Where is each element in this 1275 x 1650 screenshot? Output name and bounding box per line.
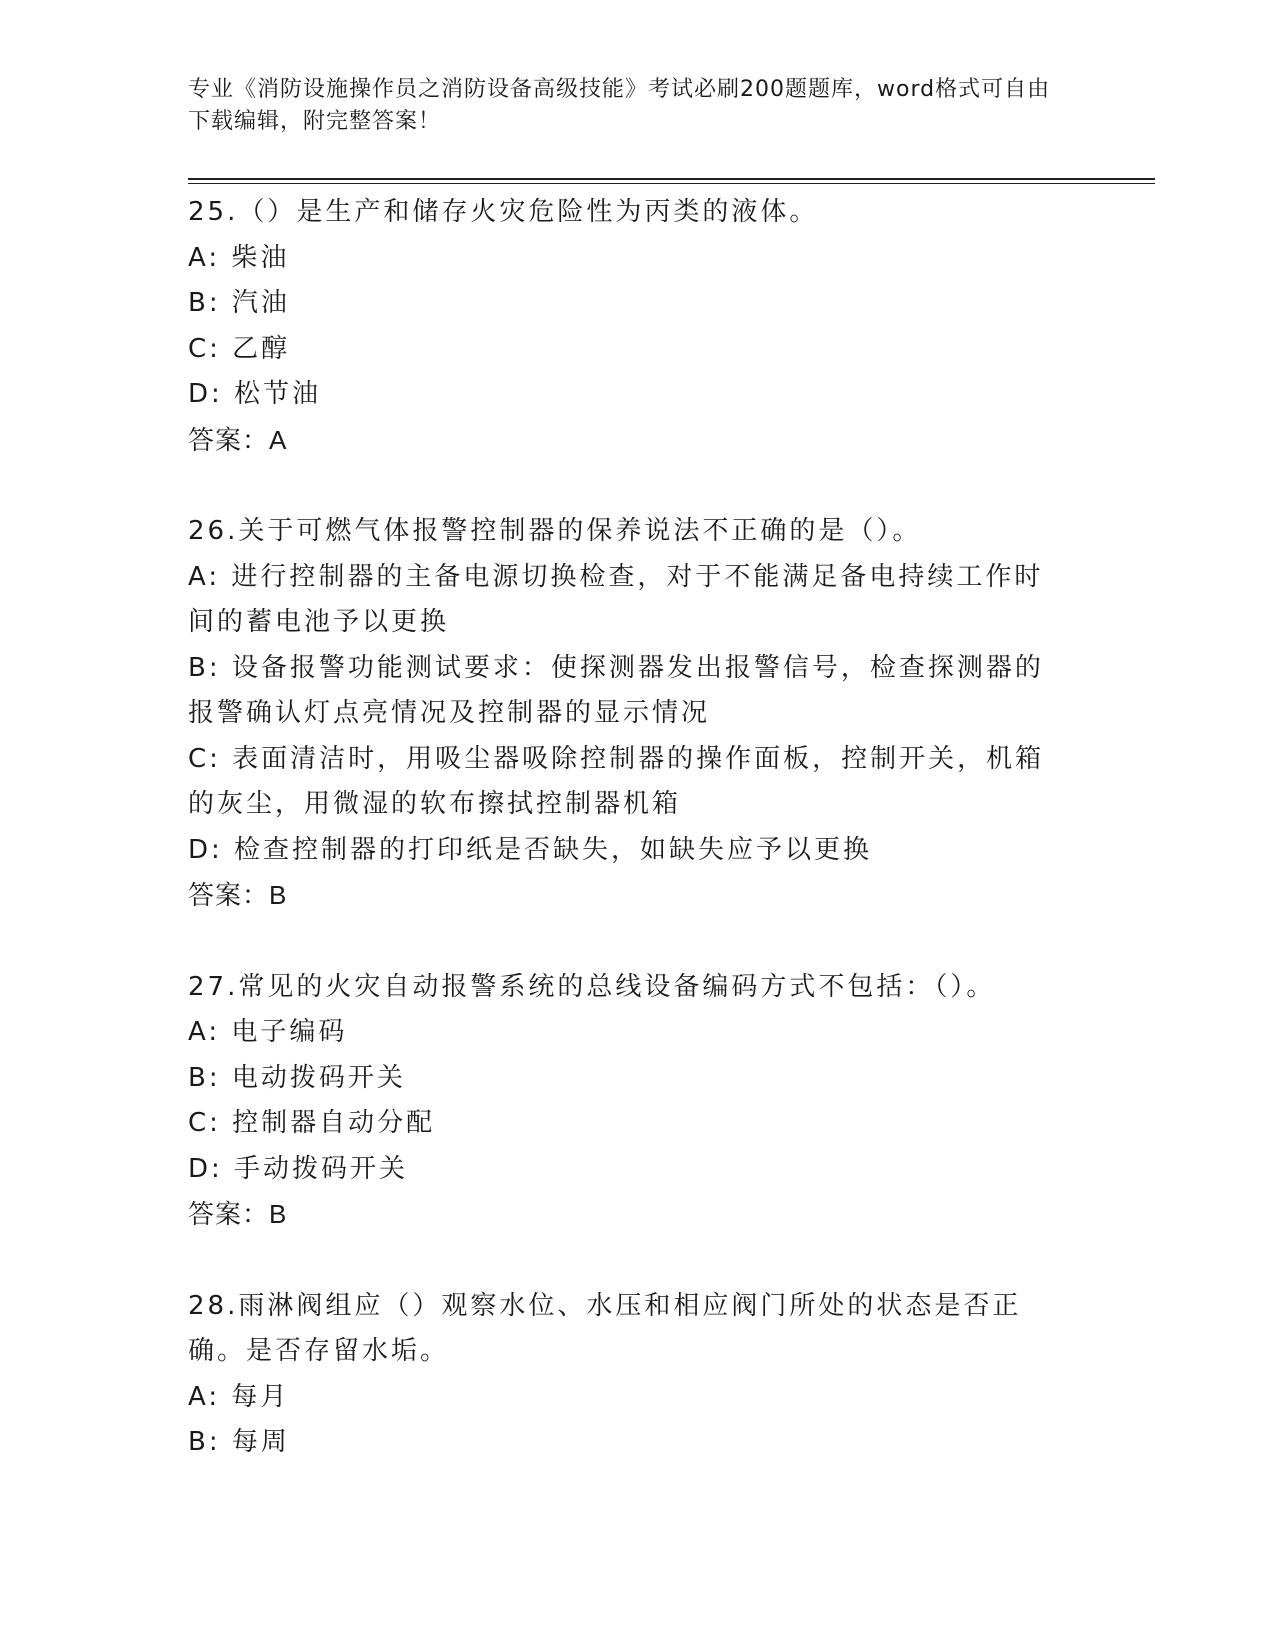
option-c: C: 表面清洁时，用吸尘器吸除控制器的操作面板，控制开关，机箱的灰尘，用微湿的软布擦拭控制器机箱 (188, 743, 1045, 819)
header-divider-thin (188, 183, 1155, 184)
document-header: 专业《消防设施操作员之消防设备高级技能》考试必刷200题题库，word格式可自由下载编辑，附完整答案！ (188, 77, 1051, 134)
answer: 答案：B (188, 1199, 288, 1229)
option-d: D: 松节油 (188, 379, 322, 409)
question-list (188, 190, 1068, 1466)
question-stem: 28.雨淋阀组应（）观察水位、水压和相应阀门所处的状态是否正确。是否存留水垢。 (188, 1290, 1022, 1366)
question-25 (188, 190, 1068, 463)
question-stem: 25.（）是生产和储存火灾危险性为丙类的液体。 (188, 197, 819, 227)
spacer (188, 463, 1068, 509)
question-27 (188, 965, 1068, 1238)
spacer (188, 1238, 1068, 1284)
option-b: B: 设备报警功能测试要求：使探测器发出报警信号，检查探测器的报警确认灯点亮情况及控制器的显示情况 (188, 652, 1044, 728)
option-a: A: 进行控制器的主备电源切换检查，对于不能满足备电持续工作时间的蓄电池予以更换 (188, 561, 1044, 637)
option-d: D: 手动拨码开关 (188, 1153, 409, 1184)
header-divider-thick (188, 178, 1155, 180)
question-stem: 26.关于可燃气体报警控制器的保养说法不正确的是（）。 (188, 516, 922, 546)
option-c: C: 乙醇 (188, 333, 291, 364)
option-a: A: 电子编码 (188, 1017, 348, 1047)
option-b: B: 汽油 (188, 288, 290, 318)
answer: 答案：B (188, 880, 288, 910)
option-a: A: 柴油 (188, 242, 290, 273)
answer: 答案：A (188, 424, 288, 455)
question-26 (188, 509, 1068, 919)
option-b: B: 电动拨码开关 (188, 1062, 406, 1093)
option-a: A: 每月 (188, 1381, 290, 1412)
option-c: C: 控制器自动分配 (188, 1108, 436, 1138)
spacer (188, 919, 1068, 965)
question-stem: 27.常见的火灾自动报警系统的总线设备编码方式不包括：（）。 (188, 971, 996, 1002)
option-d: D: 检查控制器的打印纸是否缺失，如缺失应予以更换 (188, 834, 873, 865)
option-b: B: 每周 (188, 1427, 290, 1457)
question-28 (188, 1284, 1068, 1466)
